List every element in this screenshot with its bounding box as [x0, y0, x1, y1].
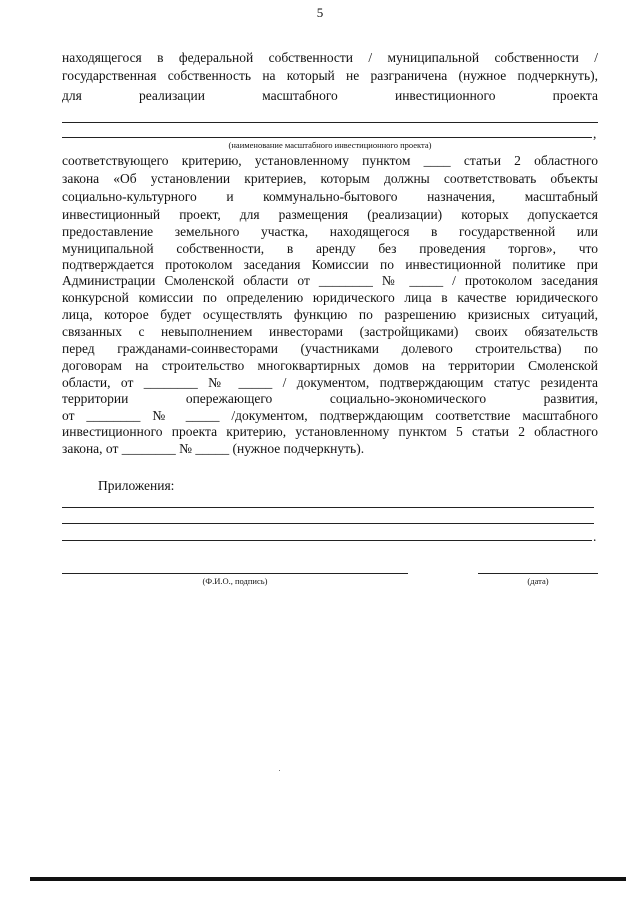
scan-speck	[279, 770, 280, 771]
body-line: закона, от ________ № _____ (нужное подчеркнуть).	[62, 441, 365, 456]
project-name-caption: (наименование масштабного инвестиционного проекта)	[228, 140, 432, 150]
body-line: государственная собственность на который не разграничена (нужное подчеркнуть),	[62, 68, 598, 83]
appendix-blank-line	[62, 540, 592, 541]
project-name-blank-line	[62, 137, 592, 138]
page-bottom-bar	[30, 877, 626, 881]
line-end-comma: ,	[593, 126, 597, 141]
appendix-blank-line	[62, 507, 594, 508]
body-line: Администрации Смоленской области от ________ № _____ / протоколом заседания	[62, 273, 598, 288]
body-line: связанных с невыполнением инвесторами (застройщиками) своих обязательств	[62, 324, 598, 339]
body-line: предоставление земельного участка, находящегося в государственной или	[62, 224, 598, 239]
body-line: муниципальной собственности, в аренду без проведения торгов», что	[62, 241, 598, 256]
body-line: территории опережающего социально-экономического развития,	[62, 391, 598, 406]
body-line: закона «Об установлении критериев, которым должны соответствовать объекты	[62, 171, 598, 186]
body-line: области, от ________ № _____ / документом, подтверждающим статус резидента	[62, 375, 598, 390]
project-name-blank-line	[62, 122, 598, 123]
body-line: договорам на строительство многоквартирных домов на территории Смоленской	[62, 358, 598, 373]
date-line	[478, 573, 598, 574]
body-line: перед гражданами-соинвесторами (участниками долевого строительства) по	[62, 341, 598, 356]
body-line: от ________ № _____ /документом, подтверждающим соответствие масштабного	[62, 408, 598, 423]
body-line: социально-культурного и коммунально-бытового назначения, масштабный	[62, 189, 598, 204]
body-line: инвестиционного проекта критерию, установленному пунктом 5 статьи 2 областного	[62, 424, 598, 439]
signature-line	[62, 573, 408, 574]
body-line: лица, которое будет осуществлять функцию по разрешению кризисных ситуаций,	[62, 307, 598, 322]
appendix-heading: Приложения:	[98, 478, 175, 493]
signature-caption: (Ф.И.О., подпись)	[202, 576, 268, 586]
body-line: для реализации масштабного инвестиционного проекта	[62, 88, 598, 103]
body-line: инвестиционный проект, для размещения (реализации) которых допускается	[62, 207, 598, 222]
page-number: 5	[316, 5, 324, 20]
body-line: конкурсной комиссии по определению юридического лица в качестве юридического	[62, 290, 598, 305]
body-line: находящегося в федеральной собственности / муниципальной собственности /	[62, 50, 598, 65]
appendix-blank-line	[62, 523, 594, 524]
appendix-end-period: .	[593, 529, 597, 544]
body-line: соответствующего критерию, установленному пунктом ____ статьи 2 областного	[62, 153, 598, 168]
body-line: подтверждается протоколом заседания Комиссии по инвестиционной политике при	[62, 257, 598, 272]
date-caption: (дата)	[527, 576, 549, 586]
